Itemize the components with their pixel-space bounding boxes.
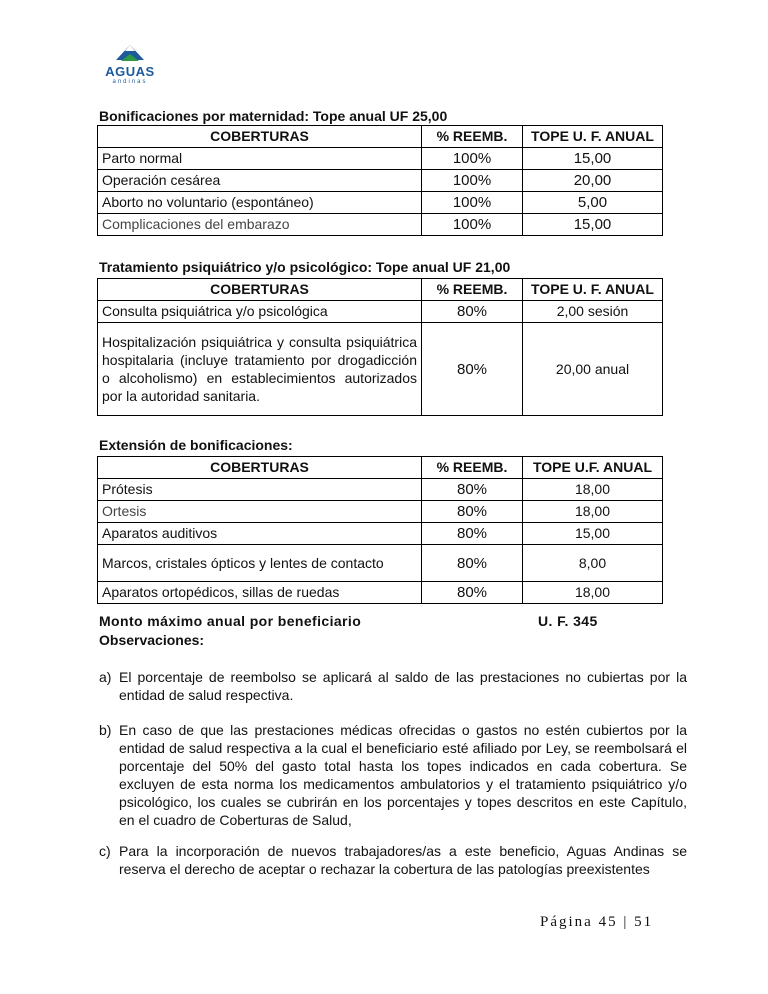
- table-row: [98, 501, 663, 523]
- header-tope: TOPE U. F. ANUAL: [523, 279, 663, 301]
- reemb-cell: 80%: [422, 523, 523, 545]
- tope-cell: 20,00 anual: [523, 323, 663, 416]
- reemb-cell: 80%: [422, 323, 523, 416]
- observacion-text: En caso de que las prestaciones médicas ofrecidas o gastos no estén cubiertos por la entidad de salud respectiva a la cual el beneficiario esté afiliado por Ley, se reembolsará el porcentaje del 50% del gasto total hasta los topes indicados en cada cobertura. Se excluyen de esta norma los medicamentos ambulatorios y el tratamiento psiquiátrico y/o psicológico, los cuales se cubrirán en los porcentajes y topes descritos en este Capítulo, en el cuadro de Coberturas de Salud,: [119, 722, 687, 828]
- cobertura-cell: Ortesis: [98, 501, 422, 523]
- observacion-item-a: [99, 668, 687, 704]
- observaciones-title: Observaciones:: [99, 632, 205, 648]
- reemb-cell: 80%: [422, 582, 523, 604]
- header-tope: TOPE U.F. ANUAL: [523, 457, 663, 479]
- header-reemb: % REEMB.: [422, 457, 523, 479]
- table-row: [98, 214, 663, 236]
- psiquiatrico-title: Tratamiento psiquiátrico y/o psicológico: Tope anual UF 21,00: [99, 259, 511, 275]
- header-coberturas: COBERTURAS: [98, 279, 422, 301]
- page-number: Página 45 | 51: [540, 914, 654, 930]
- table-header-row: [98, 126, 663, 148]
- observacion-label: a): [99, 669, 112, 685]
- table-row: [98, 545, 663, 582]
- reemb-cell: 80%: [422, 545, 523, 582]
- cobertura-cell: Prótesis: [98, 479, 422, 501]
- maternidad-title: Bonificaciones por maternidad: Tope anual UF 25,00: [99, 108, 448, 124]
- reemb-cell: 80%: [422, 301, 523, 323]
- reemb-cell: 80%: [422, 479, 523, 501]
- cobertura-cell: Hospitalización psiquiátrica y consulta psiquiátrica hospitalaria (incluye tratamiento por drogadicción o alcoholismo) en establecimientos autorizados por la autoridad sanitaria.: [98, 323, 422, 416]
- table-row: [98, 170, 663, 192]
- maternidad-table: [97, 125, 663, 236]
- cobertura-cell: Aborto no voluntario (espontáneo): [98, 192, 422, 214]
- extension-table: [97, 456, 663, 604]
- observacion-item-b: [99, 721, 687, 829]
- table-row: [98, 479, 663, 501]
- table-row: [98, 192, 663, 214]
- reemb-cell: 100%: [422, 148, 523, 170]
- cobertura-cell: Aparatos ortopédicos, sillas de ruedas: [98, 582, 422, 604]
- observacion-text: El porcentaje de reembolso se aplicará al saldo de las prestaciones no cubiertas por la entidad de salud respectiva.: [119, 669, 687, 703]
- tope-cell: 15,00: [523, 523, 663, 545]
- observacion-label: b): [99, 722, 112, 738]
- cobertura-cell: Aparatos auditivos: [98, 523, 422, 545]
- table-row: [98, 523, 663, 545]
- header-reemb: % REEMB.: [422, 126, 523, 148]
- reemb-cell: 80%: [422, 501, 523, 523]
- observacion-text: Para la incorporación de nuevos trabajadores/as a este beneficio, Aguas Andinas se reserva el derecho de aceptar o rechazar la cobertura de las patologías preexistentes: [119, 843, 687, 877]
- tope-cell: 8,00: [523, 545, 663, 582]
- cobertura-cell: Consulta psiquiátrica y/o psicológica: [98, 301, 422, 323]
- header-reemb: % REEMB.: [422, 279, 523, 301]
- tope-cell: 15,00: [523, 214, 663, 236]
- reemb-cell: 100%: [422, 170, 523, 192]
- cobertura-cell: Marcos, cristales ópticos y lentes de contacto: [98, 545, 422, 582]
- monto-value: U. F. 345: [538, 613, 598, 629]
- table-header-row: [98, 279, 663, 301]
- reemb-cell: 100%: [422, 214, 523, 236]
- tope-cell: 18,00: [523, 479, 663, 501]
- header-coberturas: COBERTURAS: [98, 126, 422, 148]
- table-row: [98, 323, 663, 416]
- cobertura-cell: Operación cesárea: [98, 170, 422, 192]
- table-row: [98, 582, 663, 604]
- observacion-item-c: [99, 842, 687, 878]
- psiquiatrico-table: [97, 278, 663, 416]
- aguas-andinas-logo: [100, 44, 160, 88]
- cobertura-cell: Parto normal: [98, 148, 422, 170]
- cobertura-cell: Complicaciones del embarazo: [98, 214, 422, 236]
- tope-cell: 15,00: [523, 148, 663, 170]
- tope-cell: 5,00: [523, 192, 663, 214]
- table-header-row: [98, 457, 663, 479]
- header-tope: TOPE U. F. ANUAL: [523, 126, 663, 148]
- monto-maximo: [99, 613, 604, 629]
- logo-subtitle: andinas: [112, 79, 148, 85]
- table-row: [98, 301, 663, 323]
- table-row: [98, 148, 663, 170]
- tope-cell: 2,00 sesión: [523, 301, 663, 323]
- tope-cell: 18,00: [523, 582, 663, 604]
- reemb-cell: 100%: [422, 192, 523, 214]
- mountain-logo-icon: [114, 44, 146, 64]
- tope-cell: 18,00: [523, 501, 663, 523]
- tope-cell: 20,00: [523, 170, 663, 192]
- observacion-label: c): [99, 843, 111, 859]
- logo-wordmark: AGUAS: [105, 64, 155, 79]
- monto-label: Monto máximo anual por beneficiario: [99, 613, 362, 629]
- extension-title: Extensión de bonificaciones:: [99, 437, 293, 453]
- header-coberturas: COBERTURAS: [98, 457, 422, 479]
